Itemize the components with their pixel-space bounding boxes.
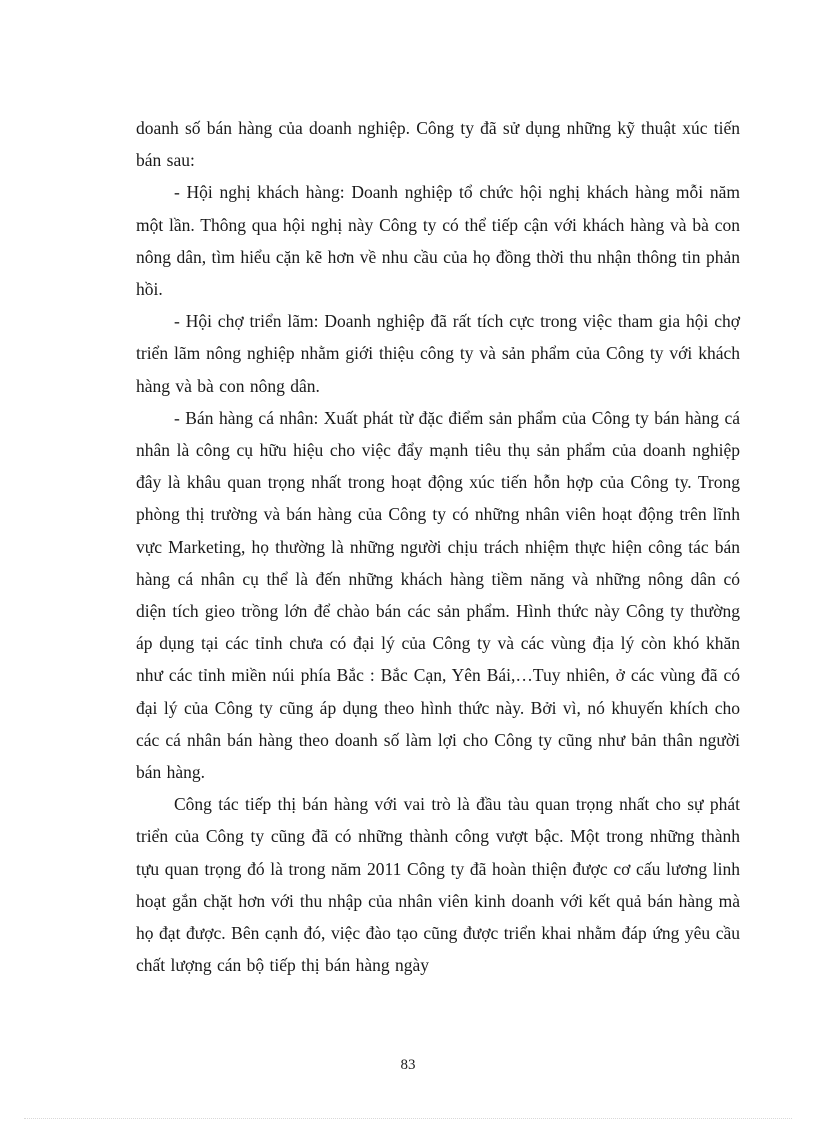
page-number: 83 bbox=[400, 1057, 416, 1073]
paragraph-marketing-sales: Công tác tiếp thị bán hàng với vai trò là đầu tàu quan trọng nhất cho sự phát triển của Công ty cũng đã có những thành công vượt bậc. Một trong những thành tựu quan trọng đó là trong năm 2011 Công ty đã hoàn thiện được cơ cấu lương linh hoạt gắn chặt hơn với thu nhập của nhân viên kinh doanh với kết quả bán hàng mà họ đạt được. Bên cạnh đó, việc đào tạo cũng được triển khai nhằm đáp ứng yêu cầu chất lượng cán bộ tiếp thị bán hàng ngày bbox=[136, 794, 740, 976]
body-text bbox=[136, 112, 740, 981]
paragraph-intro: doanh số bán hàng của doanh nghiệp. Công ty đã sử dụng những kỹ thuật xúc tiến bán sau: bbox=[136, 118, 740, 171]
page-edge-divider bbox=[24, 1118, 792, 1119]
paragraph-trade-fair: - Hội chợ triển lãm: Doanh nghiệp đã rất tích cực trong việc tham gia hội chợ triển lãm nông nghiệp nhằm giới thiệu công ty và sản phẩm của Công ty với khách hàng và bà con nông dân. bbox=[136, 311, 740, 396]
paragraph-customer-conference: - Hội nghị khách hàng: Doanh nghiệp tổ chức hội nghị khách hàng mỗi năm một lần. Thông qua hội nghị này Công ty có thể tiếp cận với khách hàng và bà con nông dân, tìm hiểu cặn kẽ hơn về nhu cầu của họ đồng thời thu nhận thông tin phản hồi. bbox=[136, 182, 740, 300]
paragraph-personal-selling: - Bán hàng cá nhân: Xuất phát từ đặc điểm sản phẩm của Công ty bán hàng cá nhân là công cụ hữu hiệu cho việc đẩy mạnh tiêu thụ sản phẩm của doanh nghiệp đây là khâu quan trọng nhất trong hoạt động xúc tiến hỗn hợp của Công ty. Trong phòng thị trường và bán hàng của Công ty có những nhân viên hoạt động trên lĩnh vực Marketing, họ thường là những người chịu trách nhiệm thực hiện công tác bán hàng cá nhân cụ thể là đến những khách hàng tiềm năng và những nông dân có diện tích gieo trồng lớn để chào bán các sản phẩm. Hình thức này Công ty thường áp dụng tại các tỉnh chưa có đại lý của Công ty và các vùng địa lý còn khó khăn như các tỉnh miền núi phía Bắc : Bắc Cạn, Yên Bái,…Tuy nhiên, ở các vùng đã có đại lý của Công ty cũng áp dụng theo hình thức này. Bởi vì, nó khuyến khích cho các cá nhân bán hàng theo doanh số làm lợi cho Công ty cũng như bản thân người bán hàng. bbox=[136, 407, 740, 783]
